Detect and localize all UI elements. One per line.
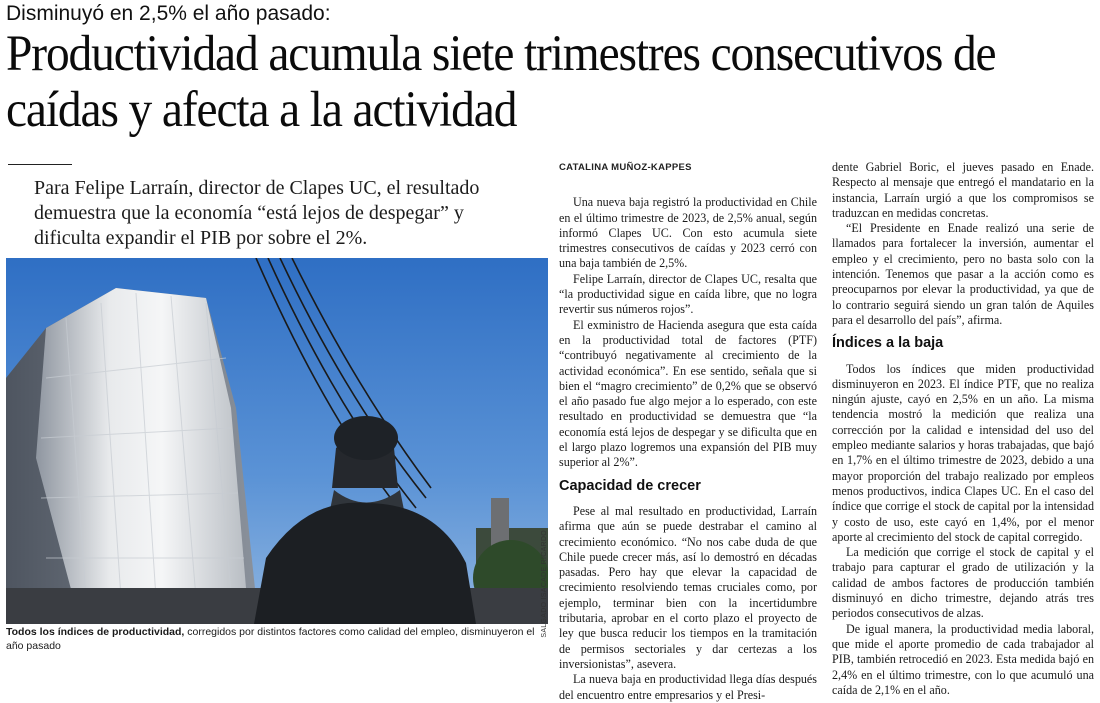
kicker: Disminuyó en 2,5% el año pasado: [6,2,331,25]
lead-paragraph: Para Felipe Larraín, director de Clapes UC, el resultado demuestra que la economía “está lejos de despegar” y dificulta expandir el PIB por sobre el 2%. [34,177,480,249]
paragraph: La medición que corrige el stock de capital y el trabajo para capturar el grado de utilización y la calidad de ambos factores de producción también disminuyó en dicho trimestre, dejando atrás tres periodos consecutivos de alzas. [832,545,1094,621]
paragraph: Felipe Larraín, director de Clapes UC, resalta que “la productividad sigue en caída libre, que no logra revertir sus números rojos”. [559,271,817,317]
paragraph: dente Gabriel Boric, el jueves pasado en Enade. Respecto al mensaje que entregó el mandatario en la instancia, Larraín urgió a que los compromisos se traduzcan en medidas concretas. [832,160,1094,220]
paragraph: Una nueva baja registró la productividad en Chile en el último trimestre de 2023, de 2,5% anual, según informó Clapes UC. Con esto acumula siete trimestres consecutivos de caídas y 2023 cerró con una baja también de 2,5%. [559,195,817,271]
paragraph: El exministro de Hacienda asegura que esta caída en la productividad total de factores (PTF) “contribuyó negativamente al crecimiento de la actividad económica”. En ese sentido, señala que si bien el “magro crecimiento” de 0,2% que se observó el año pasado fue algo mejor a lo esperado, con este resultado en productividad se demuestra que “la economía está lejos de despegar y se dificulta que en el largo plazo logremos una expansión del PIB muy superior al 2%”. [559,317,817,470]
article-column-2 [832,160,1094,698]
paragraph: De igual manera, la productividad media laboral, que mide el aporte promedio de cada trabajador al PIB, también retrocedió en 2023. Esta medida bajó en 2,4% en el último trimestre, con lo que acumuló una caída de 2,1% en el año. [832,621,1094,697]
headline: Productividad acumula siete trimestres consecutivos de caídas y afecta a la actividad [6,26,996,138]
byline: CATALINA MUÑOZ-KAPPES [559,162,692,173]
divider [8,164,72,165]
article-column-1 [559,160,817,703]
article-photo [6,258,548,624]
photo-credit: SALGADO ISACADE RICARDO [541,530,548,638]
photo-caption [6,626,546,653]
paragraph: Todos los índices que miden productividad disminuyeron en 2023. El índice PTF, que no realiza ningún ajuste, cayó en 2,5% en un año. La misma tendencia mostró la medición que realiza una corrección por la calidad e intensidad del uso del empleo mediante salarios y horas trabajadas, que bajó en 1,7% en el último trimestre de 2023, debido a una mayor proporción del trabajo realizado por empleos menos productivos, indica Clapes UC. En el caso del índice que corrige el stock de capital por la intensidad y costo de uso, este cayó en 1,4%, por el menor aporte al crecimiento del stock de capital corregido. [832,361,1094,544]
paragraph: La nueva baja en productividad llega días después del encuentro entre empresarios y el Presi- [559,672,817,702]
photo-illustration [6,258,548,624]
section-heading: Capacidad de crecer [559,477,701,494]
paragraph: “El Presidente en Enade realizó una serie de llamados para fortalecer la inversión, aumentar el empleo y el crecimiento, pero no basta solo con la intención. Tenemos que pasar a la acción como es preocuparnos por elevar la productividad, ya que de lo contrario seguirá siendo un gran talón de Aquiles para el desarrollo del país”, afirma. [832,221,1094,327]
caption-text: corregidos por distintos factores como calidad del empleo, disminuyeron el año pasado [6,626,535,652]
paragraph: Pese al mal resultado en productividad, Larraín afirma que aún se puede destrabar el camino al crecimiento económico. “No nos cabe duda de que Chile puede crecer más, así lo demostró en décadas pasadas. Pero hay que elevar la capacidad de crecimiento resolviendo temas cruciales como, por ejemplo, terminar bien con la incertidumbre tributaria, aprobar en el corto plazo el proyecto de ley que busca reducir los tiempos en la tramitación de permisos sectoriales y dar certezas a los inversionistas”, asevera. [559,503,817,671]
caption-bold: Todos los índices de productividad, [6,626,185,638]
section-heading: Índices a la baja [832,335,944,352]
